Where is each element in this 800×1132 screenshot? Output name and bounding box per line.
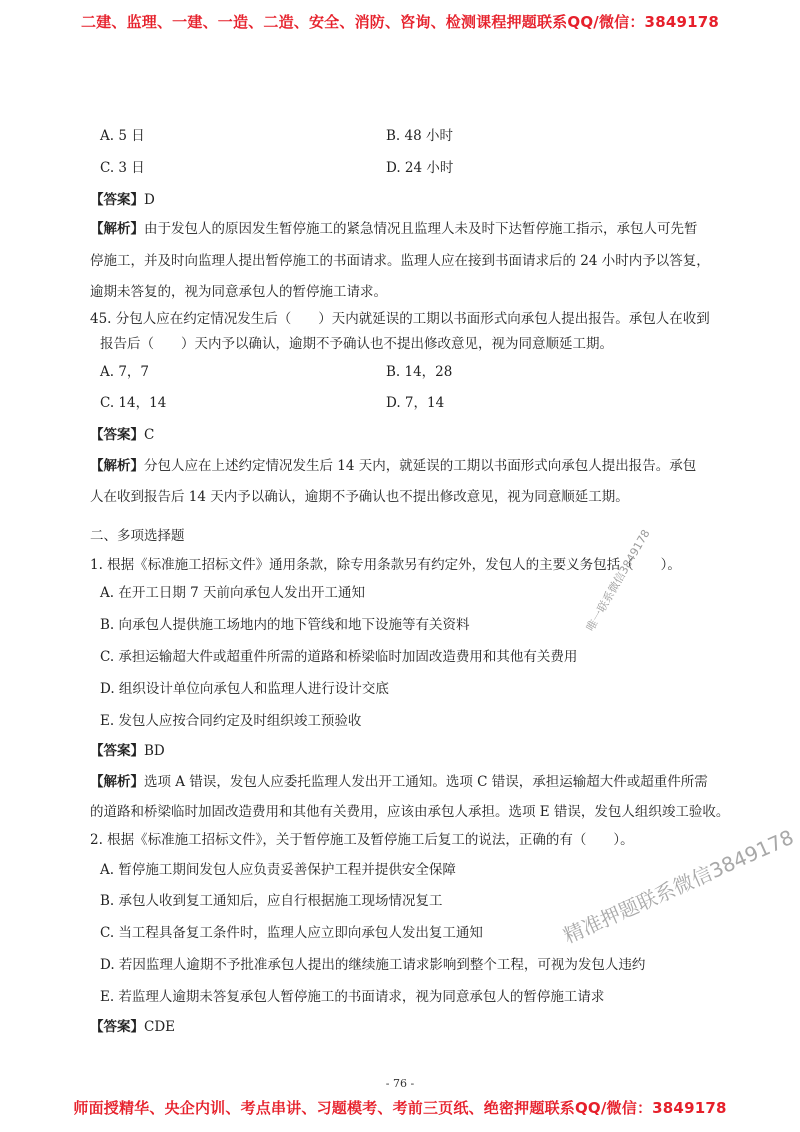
analysis-text: 由于发包人的原因发生暂停施工的紧急情况且监理人未及时下达暂停施工指示，承包人可先暂 — [144, 221, 698, 237]
option-c: C. 14，14 — [100, 395, 167, 411]
option-e: E. 发包人应按合同约定及时组织竣工预验收 — [100, 713, 362, 729]
option-d: D. 7，14 — [386, 395, 445, 411]
answer-value: C — [144, 427, 155, 443]
question-m2-stem: 2. 根据《标准施工招标文件》，关于暂停施工及暂停施工后复工的说法，正确的有（ ）。 — [90, 832, 634, 848]
option-d: D. 若因监理人逾期不予批准承包人提出的继续施工请求影响到整个工程，可视为发包人违约 — [100, 957, 646, 973]
answer-value: CDE — [144, 1019, 176, 1035]
analysis-line — [90, 773, 708, 791]
analysis-line — [90, 220, 698, 238]
section-title: 二、多项选择题 — [90, 528, 185, 544]
question-45-stem: 45. 分包人应在约定情况发生后（ ）天内就延误的工期以书面形式向承包人提出报告。承包人在收到 — [90, 311, 710, 327]
analysis-label: 【解析】 — [90, 774, 144, 790]
answer-value: D — [144, 192, 155, 208]
option-c: C. 3 日 — [100, 160, 145, 176]
answer-line — [90, 426, 154, 444]
answer-label: 【答案】 — [90, 427, 144, 443]
bottom-promo-banner: 师面授精华、央企内训、考点串讲、习题模考、考前三页纸、绝密押题联系QQ/微信：3849178 — [73, 1099, 727, 1117]
answer-line — [90, 1018, 175, 1036]
option-c: C. 承担运输超大件或超重件所需的道路和桥梁临时加固改造费用和其他有关费用 — [100, 649, 578, 665]
question-45-stem: 报告后（ ）天内予以确认，逾期不予确认也不提出修改意见，视为同意顺延工期。 — [100, 336, 613, 352]
analysis-text: 分包人应在上述约定情况发生后 14 天内，就延误的工期以书面形式向承包人提出报告。承包 — [144, 458, 697, 474]
option-a: A. 在开工日期 7 天前向承包人发出开工通知 — [100, 585, 366, 601]
analysis-label: 【解析】 — [90, 221, 144, 237]
option-a: A. 7，7 — [100, 364, 150, 380]
option-d: D. 24 小时 — [386, 160, 454, 176]
answer-line — [90, 191, 155, 209]
question-m1-stem: 1. 根据《标准施工招标文件》通用条款，除专用条款另有约定外，发包人的主要义务包括（ ）。 — [90, 557, 681, 573]
page-number: - 76 - — [385, 1077, 415, 1090]
option-e: E. 若监理人逾期未答复承包人暂停施工的书面请求，视为同意承包人的暂停施工请求 — [100, 989, 605, 1005]
option-d: D. 组织设计单位向承包人和监理人进行设计交底 — [100, 681, 389, 697]
option-a: A. 5 日 — [100, 128, 145, 144]
option-b: B. 向承包人提供施工场地内的地下管线和地下设施等有关资料 — [100, 617, 470, 633]
answer-line — [90, 742, 165, 760]
answer-label: 【答案】 — [90, 192, 144, 208]
option-b: B. 承包人收到复工通知后，应自行根据施工现场情况复工 — [100, 893, 443, 909]
analysis-text: 选项 A 错误，发包人应委托监理人发出开工通知。选项 C 错误，承担运输超大件或超重件所需 — [144, 774, 708, 790]
top-promo-banner: 二建、监理、一建、一造、二造、安全、消防、咨询、检测课程押题联系QQ/微信：3849178 — [80, 13, 720, 31]
answer-label: 【答案】 — [90, 743, 144, 759]
watermark-large: 精准押题联系微信3849178 — [559, 824, 798, 949]
option-a: A. 暂停施工期间发包人应负责妥善保护工程并提供安全保障 — [100, 862, 456, 878]
option-c: C. 当工程具备复工条件时，监理人应立即向承包人发出复工通知 — [100, 925, 483, 941]
option-b: B. 48 小时 — [386, 128, 453, 144]
analysis-line — [90, 457, 696, 475]
analysis-text: 的道路和桥梁临时加固改造费用和其他有关费用，应该由承包人承担。选项 E 错误，发包人组织竣工验收。 — [90, 804, 730, 820]
analysis-label: 【解析】 — [90, 458, 144, 474]
answer-value: BD — [144, 743, 165, 759]
analysis-text: 人在收到报告后 14 天内予以确认，逾期不予确认也不提出修改意见，视为同意顺延工期。 — [90, 489, 629, 505]
watermark-small: 唯一联系微信3849178 — [583, 527, 653, 634]
option-b: B. 14，28 — [386, 364, 453, 380]
answer-label: 【答案】 — [90, 1019, 144, 1035]
analysis-text: 逾期未答复的，视为同意承包人的暂停施工请求。 — [90, 284, 387, 300]
analysis-text: 停施工，并及时向监理人提出暂停施工的书面请求。监理人应在接到书面请求后的 24 小时内予以答复， — [90, 253, 710, 269]
